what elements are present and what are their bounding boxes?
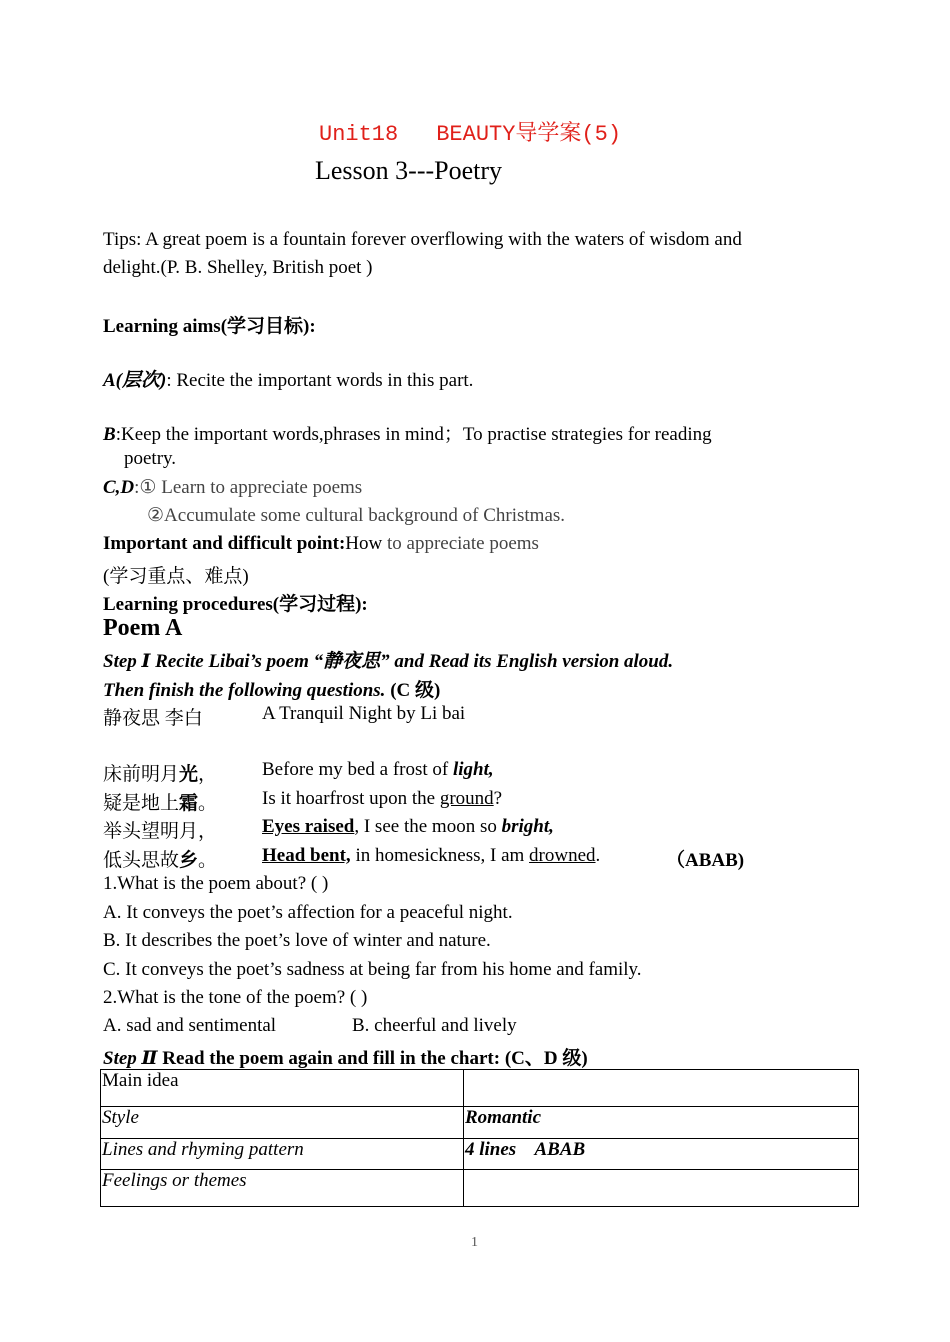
important-point-rest: to appreciate poems	[382, 533, 539, 554]
aim-cd-text-2: ②Accumulate some cultural background of Christmas.	[147, 505, 566, 526]
poem-cn-title: 静夜思 李白	[103, 708, 203, 729]
poem-cn-punct: 。	[198, 793, 218, 814]
step1-level: (C 级)	[385, 680, 441, 701]
poem-cn-line	[103, 816, 217, 843]
poem-en-segment: Eyes raised	[262, 816, 355, 837]
lesson-title: Lesson 3---Poetry	[315, 156, 503, 185]
poem-cn-text: 疑是地上	[103, 793, 180, 814]
chart-value-lines-rhyme: 4 lines ABAB	[464, 1139, 859, 1170]
poem-en-line	[262, 816, 554, 838]
poem-en-segment: bright,	[501, 816, 554, 837]
poem-cn-rhyme-char: 霜	[179, 793, 199, 814]
poem-cn-line	[103, 788, 217, 815]
page-number: 1	[471, 1235, 478, 1250]
doc-title	[319, 116, 621, 147]
step2-text: Read the poem again and fill in the chart: (C、D 级)	[157, 1048, 588, 1069]
poem-cn-rhyme-char: 光	[179, 764, 199, 785]
step2-heading	[103, 1043, 588, 1070]
poem-en-line	[262, 845, 600, 867]
poem-en-segment: ground	[439, 788, 494, 809]
question-1-option-c: C. It conveys the poet’s sadness at being far from his home and family.	[103, 959, 642, 980]
poem-en-segment: light,	[453, 759, 494, 780]
aim-a-label: A(层次)	[103, 370, 167, 391]
chart-row	[101, 1107, 859, 1139]
chart-label-style: Style	[101, 1107, 464, 1139]
poem-en-segment: .	[595, 845, 601, 866]
poem-en-title: A Tranquil Night by Li bai	[262, 703, 466, 724]
procedures-heading: Learning procedures(学习过程):	[103, 594, 368, 615]
chart-label-lines-rhyme: Lines and rhyming pattern	[101, 1139, 464, 1170]
poem-cn-text: 床前明月	[103, 764, 180, 785]
chart-value-feelings[interactable]	[464, 1170, 859, 1207]
poem-cn-text: 举头望明月	[103, 821, 199, 842]
question-2-option-a: A. sad and sentimental	[103, 1015, 277, 1036]
poem-en-segment: Head bent,	[262, 845, 351, 866]
poem-en-segment: Before my bed a frost of	[262, 759, 453, 780]
aim-b	[103, 419, 712, 446]
poem-en-line	[262, 759, 494, 781]
aim-a-text: : Recite the important words in this part.	[166, 370, 474, 391]
aim-cd-text-1: :① Learn to appreciate poems	[134, 477, 363, 498]
step1-line-1: Step Ⅰ Recite Libai’s poem “静夜思” and Read its English version aloud.	[103, 651, 674, 672]
aim-b-text: :Keep the important words,phrases in mind；To practise strategies for reading	[115, 424, 712, 445]
poem-en-segment: ?	[493, 788, 503, 809]
question-1-option-a: A. It conveys the poet’s affection for a peaceful night.	[103, 902, 513, 923]
poem-chart	[100, 1069, 859, 1207]
poem-a-heading: Poem A	[103, 615, 183, 641]
chart-label-main-idea: Main idea	[101, 1070, 464, 1107]
tips-line-2: delight.(P. B. Shelley, British poet )	[103, 257, 373, 278]
chart-value-style: Romantic	[464, 1107, 859, 1139]
important-point-heading: Important and difficult point:	[103, 533, 346, 554]
poem-cn-punct: ，	[198, 764, 218, 785]
step1-line-2	[103, 675, 440, 702]
poem-en-segment: , I see the moon so	[354, 816, 502, 837]
poem-en-segment: drowned	[529, 845, 596, 866]
aim-b-text-2: poetry.	[124, 448, 177, 469]
chart-label-feelings: Feelings or themes	[101, 1170, 464, 1207]
chart-row	[101, 1070, 859, 1107]
important-point-cn: (学习重点、难点)	[103, 566, 249, 587]
aim-cd-label: C,D	[103, 477, 135, 498]
rhyme-scheme: （ABAB)	[666, 850, 745, 871]
chart-value-main-idea[interactable]	[464, 1070, 859, 1107]
poem-en-line	[262, 788, 502, 810]
tips-line-1: Tips: A great poem is a fountain forever overflowing with the waters of wisdom and	[103, 229, 742, 250]
step1-line-2-text: Then finish the following questions.	[103, 680, 386, 701]
poem-cn-punct: 。	[198, 850, 218, 871]
aim-cd	[103, 476, 362, 499]
important-point-how: How	[345, 533, 383, 554]
poem-cn-punct: ，	[198, 821, 218, 842]
step2-label: Step Ⅱ	[103, 1048, 158, 1069]
question-1: 1.What is the poem about? ( )	[103, 873, 329, 894]
poem-en-segment: Is it hoarfrost upon the	[262, 788, 440, 809]
question-2-option-b: B. cheerful and lively	[352, 1015, 517, 1036]
chart-row	[101, 1170, 859, 1207]
aims-heading: Learning aims(学习目标):	[103, 316, 316, 337]
poem-cn-text: 低头思故	[103, 850, 180, 871]
poem-cn-line	[103, 759, 217, 786]
poem-cn-rhyme-char: 乡	[179, 850, 199, 871]
question-2: 2.What is the tone of the poem? ( )	[103, 987, 368, 1008]
poem-en-segment: in homesickness, I am	[350, 845, 530, 866]
aim-a	[103, 365, 473, 392]
title-rest: BEAUTY导学案(5)	[436, 122, 622, 147]
aim-b-label: B	[103, 424, 116, 445]
question-1-option-b: B. It describes the poet’s love of winter and nature.	[103, 930, 491, 951]
poem-cn-line	[103, 845, 217, 872]
title-unit: Unit18	[319, 122, 399, 147]
important-point	[103, 533, 539, 555]
chart-row	[101, 1139, 859, 1170]
